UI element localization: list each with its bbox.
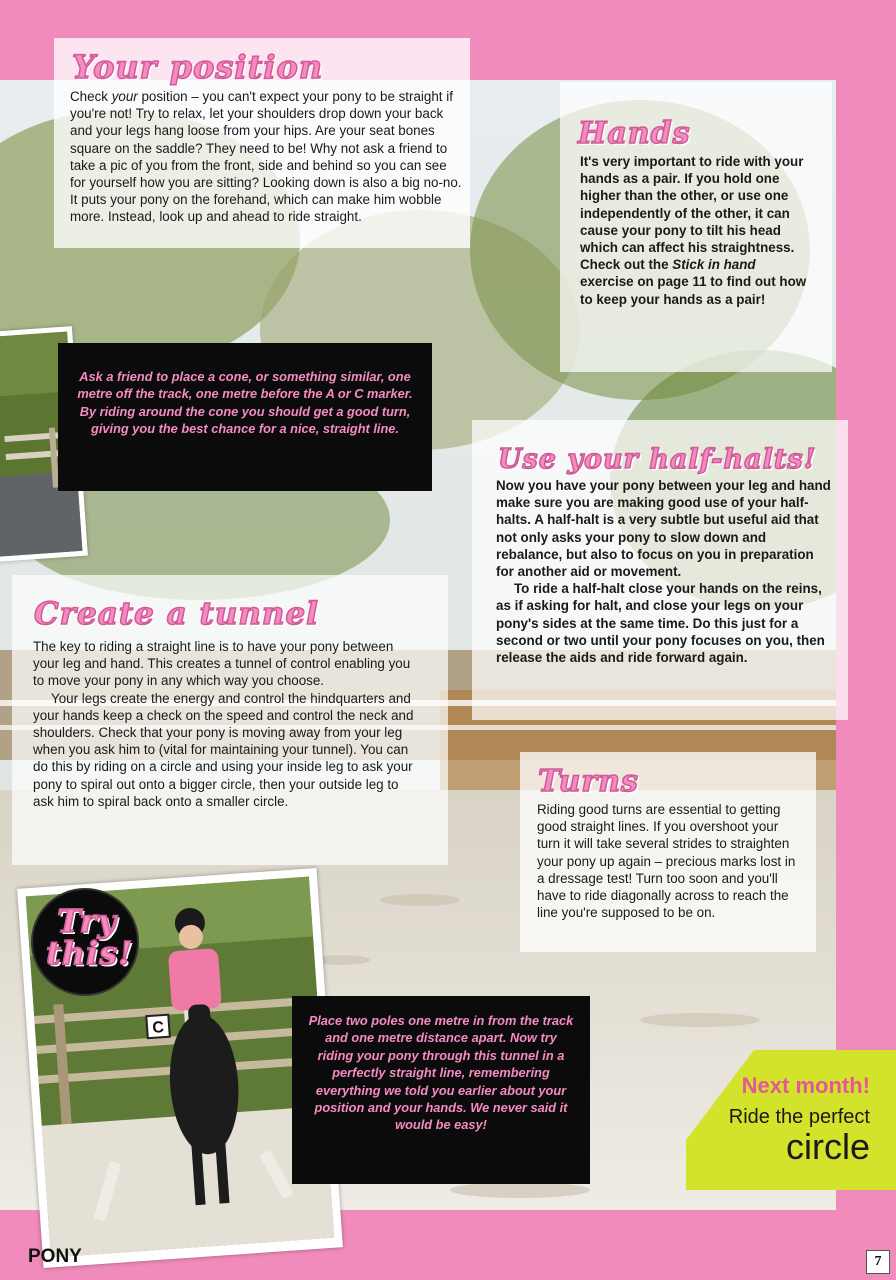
magazine-name: PONY [28, 1246, 82, 1267]
page-number: 7 [866, 1250, 890, 1274]
try-this-line1: Try [57, 902, 117, 940]
stick-in-hand-link: Stick in hand [672, 257, 756, 273]
tunnel-heading: Create a tunnel [34, 596, 319, 632]
next-month-line2: circle [785, 1126, 870, 1167]
hands-heading: Hands [578, 116, 691, 151]
position-heading: Your position [72, 48, 324, 86]
half-halts-heading: Use your half-halts! [498, 444, 817, 475]
half-halts-para2: To ride a half-halt close your hands on the reins, as if asking for halt, and close your legs on your pony's sides at the same time. Do this just for a second or two until your pony focuses on you, then release the aids and ride forward again. [496, 581, 825, 666]
next-month-title: Next month! [741, 1073, 870, 1098]
next-month-line1: Ride the perfect [728, 1106, 870, 1128]
try-this-line2: this! [46, 934, 134, 972]
tunnel-para2: Your legs create the energy and control the hindquarters and your hands keep a check on the speed and control the neck and shoulders. Check that your pony is moving away from your leg when you ask him to (vital for maintaining your tunnel). You can do this by riding on a circle and using your inside leg to ask your pony to spiral out onto a bigger circle, then your outside leg to ask him to spiral back onto a smaller circle. [33, 690, 414, 809]
half-halts-para1: Now you have your pony between your leg and hand make sure you are making good use of your half-halts. A half-halt is a very subtle but useful aid that not only asks your pony to slow down and rebalance, but also to focus on you in preparation for another aid or movement. [496, 478, 831, 580]
cone-tip-text: Ask a friend to place a cone, or something similar, one metre off the track, one metre before the A or C marker. By riding around the cone you should get a good turn, giving you the best chance for a nice, straight line. [77, 369, 413, 437]
turns-heading: Turns [538, 764, 639, 799]
position-emphasis: your [111, 89, 138, 104]
position-body: Check your position – you can't expect your pony to be straight if you're not! Try to relax, let your shoulders drop down your back and your legs hang loose from your hips. Are your seat bones square on the saddle? They need to be! Why not ask a friend to take a pic of you from the front, side and behind so you can see for yourself how you are sitting? Looking down is also a big no-no. It puts your pony on the forehand, which can make him wobble more. Instead, look up and ahead to ride straight. [70, 89, 462, 225]
poles-tip-text: Place two poles one metre in from the track and one metre distance apart. Now try riding your pony through this tunnel in a perfectly straight line, remembering everything we told you earlier about your position and your hands. We never said it would be easy! [308, 1013, 574, 1133]
tunnel-para1: The key to riding a straight line is to have your pony between your leg and hand. This creates a tunnel of control enabling you to move your pony in any which way you choose. [33, 639, 411, 689]
turns-body: Riding good turns are essential to getting good straight lines. If you overshoot your turn it will take several strides to straighten your pony up again – precious marks lost in a dressage test! Turn too soon and you'll have to ride diagonally across to reach the line you're supposed to be on. [537, 802, 796, 921]
arena-marker-c: C [151, 1019, 165, 1037]
half-halts-body [496, 477, 832, 666]
hands-body: It's very important to ride with your hands as a pair. If you hold one higher than the other, or use one independently of the other, it can cause your pony to tilt his head which can affect his straightness. Check out the Stick in hand exercise on page 11 to find out how to keep your hands as a pair! [580, 154, 807, 307]
tunnel-body [33, 638, 421, 810]
